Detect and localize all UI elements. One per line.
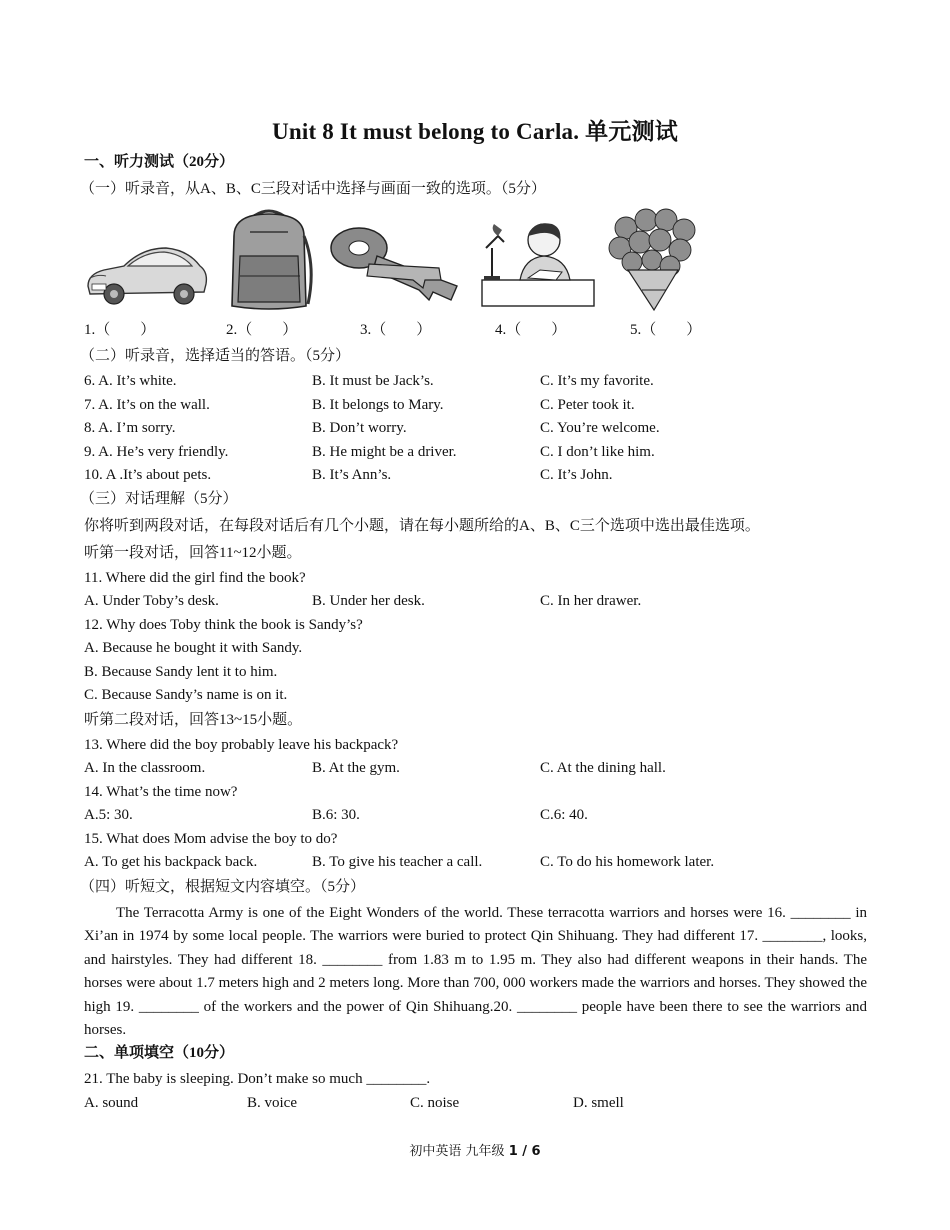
backpack-icon	[224, 206, 314, 314]
question-row	[84, 395, 884, 415]
option-b: B. It’s Ann’s.	[312, 467, 392, 483]
option-a: 8. A. I’m sorry.	[84, 420, 176, 436]
option-c: C.6: 40.	[540, 807, 588, 823]
question-row	[84, 591, 884, 611]
option-a: A. To get his backpack back.	[84, 854, 258, 870]
picture-answer-4[interactable]: 4.（ ）	[495, 322, 567, 338]
question-14: 14. What’s the time now?	[84, 784, 238, 800]
picture-answer-3[interactable]: 3.（ ）	[360, 322, 432, 338]
option-c: C. Because Sandy’s name is on it.	[84, 687, 288, 703]
option-b: B. voice	[247, 1095, 297, 1111]
page-footer	[0, 1140, 950, 1159]
flowers-icon	[606, 206, 702, 314]
question-15: 15. What does Mom advise the boy to do?	[84, 831, 338, 847]
question-row	[84, 465, 884, 485]
option-a: 6. A. It’s white.	[84, 373, 177, 389]
keys-icon	[329, 220, 464, 310]
option-c: C. To do his homework later.	[540, 854, 715, 870]
question-row	[84, 758, 884, 778]
part4-heading: （四）听短文，根据短文内容填空。（5分）	[80, 879, 366, 895]
option-d: D. smell	[573, 1095, 624, 1111]
part1-heading: （一）听录音，从A、B、C三段对话中选择与画面一致的选项。（5分）	[80, 181, 546, 197]
part3-instruction: 你将听到两段对话，在每段对话后有几个小题，请在每小题所给的A、B、C三个选项中选出最佳选项。	[84, 518, 760, 534]
option-b: B. Because Sandy lent it to him.	[84, 664, 278, 680]
picture-answer-1[interactable]: 1.（ ）	[84, 322, 156, 338]
option-b: B. To give his teacher a call.	[312, 854, 483, 870]
part3-heading: （三）对话理解（5分）	[80, 491, 238, 507]
dialog2-label: 听第二段对话，回答13~15小题。	[84, 712, 303, 728]
option-c: C. It’s my favorite.	[540, 373, 654, 389]
option-a: A. In the classroom.	[84, 760, 206, 776]
dialog1-label: 听第一段对话，回答11~12小题。	[84, 545, 302, 561]
option-a: 7. A. It’s on the wall.	[84, 397, 210, 413]
question-row	[84, 418, 884, 438]
section2-heading: 二、单项填空（10分）	[84, 1045, 235, 1061]
boy-at-desk-icon	[480, 218, 598, 310]
option-a: 10. A .It’s about pets.	[84, 467, 212, 483]
section1-heading: 一、听力测试（20分）	[84, 154, 235, 170]
option-c: C. It’s John.	[540, 467, 613, 483]
question-13: 13. Where did the boy probably leave his backpack?	[84, 737, 399, 753]
question-12: 12. Why does Toby think the book is Sandy’s?	[84, 617, 363, 633]
terracotta-passage: The Terracotta Army is one of the Eight Wonders of the world. These terracotta warriors and horses were 16. ________ in Xi’an in 1974 by some local people. The warriors were buried to protect Qin Shihuang. They had different 17. ________, looks, and hairstyles. They had different 18. ________ from 1.83 m to 1.95 m. They also had different weapons in their hands. The horses were about 1.7 meters high and 2 meters long. More than 700, 000 workers made the warriors and horses. They showed the high 19. ________ of the workers and the power of Qin Shihuang.20. ________ people have been there to see the warriors and horses.	[84, 905, 867, 1039]
option-b: B. He might be a driver.	[312, 444, 457, 460]
option-c: C. In her drawer.	[540, 593, 642, 609]
option-b: B. At the gym.	[312, 760, 400, 776]
footer-label: 初中英语 九年级	[409, 1144, 505, 1159]
picture-row	[84, 206, 704, 314]
part2-heading: （二）听录音，选择适当的答语。（5分）	[80, 348, 351, 364]
question-row	[84, 852, 884, 872]
option-b: B. Don’t worry.	[312, 420, 407, 436]
question-21: 21. The baby is sleeping. Don’t make so much ________.	[84, 1071, 431, 1087]
option-a: A. Under Toby’s desk.	[84, 593, 219, 609]
question-11: 11. Where did the girl find the book?	[84, 570, 306, 586]
picture-answer-5[interactable]: 5.（ ）	[630, 322, 702, 338]
option-b: B. Under her desk.	[312, 593, 425, 609]
option-a: 9. A. He’s very friendly.	[84, 444, 229, 460]
option-b: B.6: 30.	[312, 807, 360, 823]
option-a: A. sound	[84, 1095, 139, 1111]
page-title: Unit 8 It must belong to Carla. 单元测试	[272, 119, 678, 144]
option-b: B. It belongs to Mary.	[312, 397, 444, 413]
option-c: C. noise	[410, 1095, 460, 1111]
page-number: 1 / 6	[508, 1144, 541, 1159]
option-b: B. It must be Jack’s.	[312, 373, 434, 389]
option-c: C. I don’t like him.	[540, 444, 655, 460]
picture-answer-2[interactable]: 2.（ ）	[226, 322, 298, 338]
question-row	[84, 371, 884, 391]
option-a: A.5: 30.	[84, 807, 133, 823]
option-c: C. Peter took it.	[540, 397, 635, 413]
question-row	[84, 805, 884, 825]
car-icon	[84, 236, 210, 308]
option-a: A. Because he bought it with Sandy.	[84, 640, 303, 656]
option-c: C. You’re welcome.	[540, 420, 660, 436]
option-c: C. At the dining hall.	[540, 760, 666, 776]
question-row	[84, 442, 884, 462]
question-row	[84, 1093, 884, 1113]
